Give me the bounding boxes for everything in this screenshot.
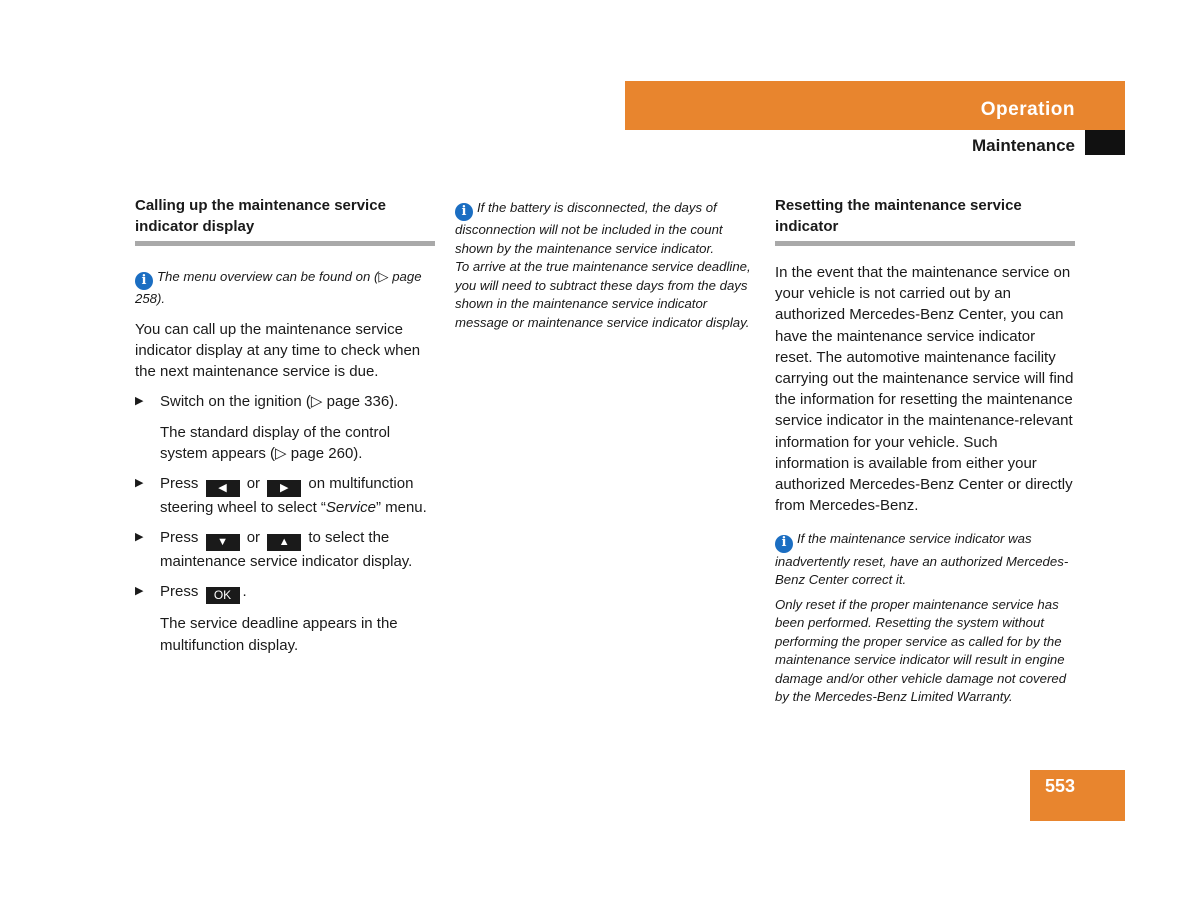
down-key-icon: ▼ xyxy=(206,534,240,551)
note-text: If the maintenance service indicator was inadvertently reset, have an authorized Mercedes-Benz Center correct it. xyxy=(775,531,1069,588)
heading-rule xyxy=(775,241,1075,246)
info-note xyxy=(775,530,1075,589)
step-text: ” menu. xyxy=(375,498,427,516)
step-result: The service deadline appears in the multifunction display. xyxy=(160,615,398,654)
step-result: The standard display of the control system appears (▷ page 260). xyxy=(160,423,391,462)
body-paragraph: In the event that the maintenance service on your vehicle is not carried out by an authorized Mercedes-Benz Center, you can have the maintenance service indicator reset. The automotive maintenance facility carrying out the maintenance service will find the information for resetting the maintenance service indicator in the maintenance-relevant information for your vehicle. Such information is available from either your authorized Mercedes-Benz Center or directly from Mercedes-Benz. xyxy=(775,264,1074,515)
step-item xyxy=(135,391,435,412)
step-text: Press xyxy=(160,529,199,547)
heading-rule xyxy=(135,241,435,246)
left-key-icon: ◀ xyxy=(206,480,240,497)
menu-name: Service xyxy=(325,498,376,516)
page-number: 553 xyxy=(1044,776,1076,796)
intro-paragraph: You can call up the maintenance service indicator display at any time to check when the next maintenance service is due. xyxy=(135,320,421,381)
column-resetting-indicator xyxy=(775,195,1075,717)
step-item xyxy=(135,527,435,572)
section-heading: Calling up the maintenance service indicator display xyxy=(135,197,386,235)
info-icon: i xyxy=(135,272,153,290)
right-key-icon: ▶ xyxy=(267,480,301,497)
triangle-bullet-icon: ▶ xyxy=(135,476,144,489)
up-key-icon: ▲ xyxy=(267,534,301,551)
note-continuation: To arrive at the true maintenance service deadline, you will need to subtract these days from the days shown in the maintenance service indicator message or maintenance service indicator display. xyxy=(455,259,751,330)
triangle-bullet-icon: ▶ xyxy=(135,585,144,598)
triangle-bullet-icon: ▶ xyxy=(135,395,144,408)
info-icon: i xyxy=(455,203,473,221)
section-heading: Resetting the maintenance service indicator xyxy=(775,197,1022,235)
step-text: on multifunction steering wheel to select “ xyxy=(160,474,414,516)
info-note xyxy=(135,268,435,309)
column-battery-note xyxy=(455,199,755,342)
note-warning: Only reset if the proper maintenance service has been performed. Resetting the system without performing the proper service as called for by the maintenance service indicator will result in engine damage and/or other vehicle damage not covered by the Mercedes-Benz Limited Warranty. xyxy=(775,596,1067,705)
subsection-title: Maintenance xyxy=(972,136,1075,155)
section-title: Operation xyxy=(980,99,1075,120)
step-item xyxy=(135,581,435,604)
section-header-bar xyxy=(625,81,1125,130)
step-text: or xyxy=(246,529,261,547)
triangle-bullet-icon: ▶ xyxy=(135,531,144,544)
note-text: The menu overview can be found on (▷ page 258). xyxy=(135,269,422,307)
step-text: Press xyxy=(160,474,199,492)
step-text: or xyxy=(246,474,261,492)
step-text: Press xyxy=(160,583,199,601)
info-note xyxy=(455,199,755,258)
subsection-marker xyxy=(1085,130,1125,155)
step-item xyxy=(135,473,435,518)
column-calling-up-indicator xyxy=(135,195,435,665)
step-text: Switch on the ignition (▷ page 336). xyxy=(160,393,399,411)
info-icon: i xyxy=(775,535,793,553)
note-text: If the battery is disconnected, the days of disconnection will not be included in the count shown by the maintenance service indicator. xyxy=(455,200,723,256)
step-text: to select the maintenance service indicator display. xyxy=(160,529,413,571)
step-text: . xyxy=(242,583,247,601)
page-number-box xyxy=(1030,770,1125,821)
ok-key-icon: OK xyxy=(206,587,240,604)
